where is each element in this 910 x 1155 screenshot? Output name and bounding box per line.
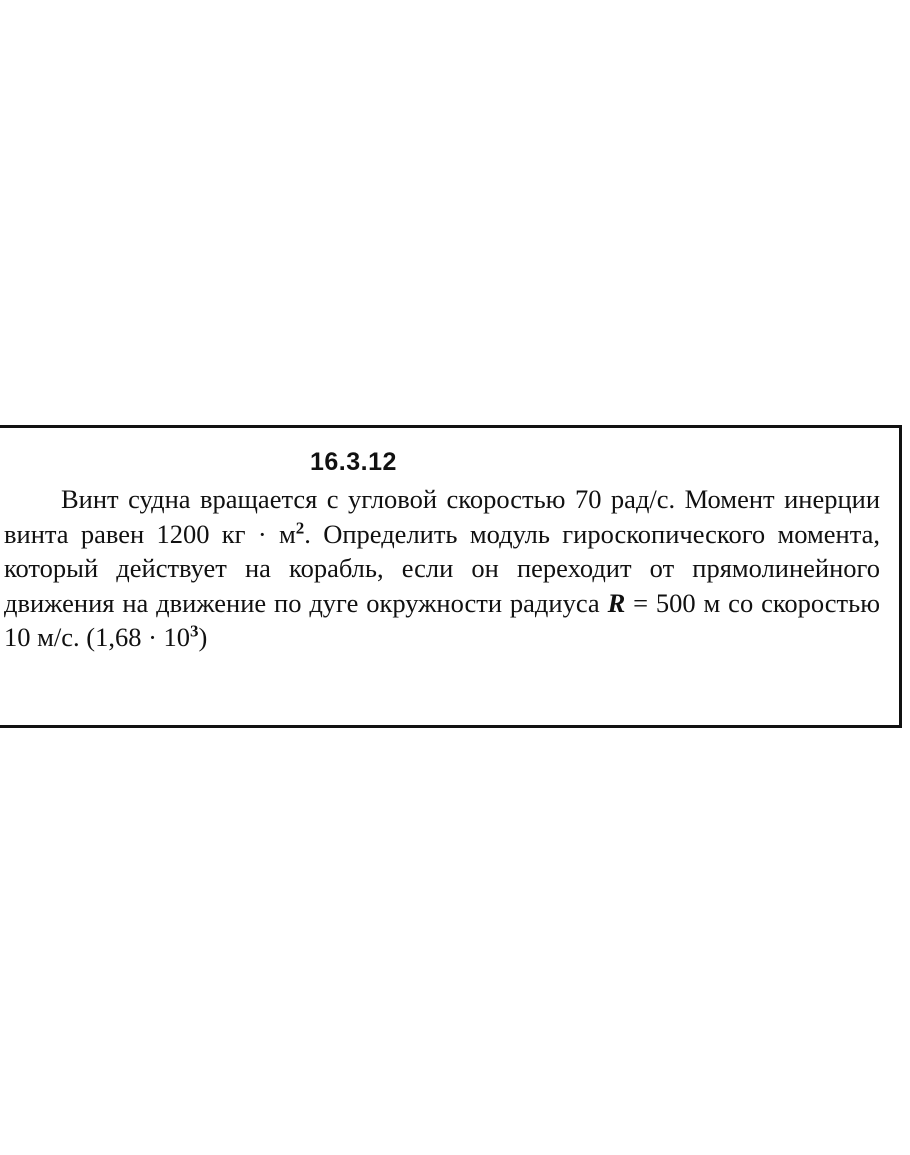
radius-variable: R	[607, 587, 626, 618]
problem-text-part2: . Определить модуль гироскопического момента, который действует на корабль, если он переходит от прямолинейного движения на движение по дуге окружности радиуса	[4, 518, 880, 618]
problem-number: 16.3.12	[310, 448, 397, 476]
problem-text-part1: Винт судна вращается с угловой скоростью 70 рад/с. Момент инерции винта равен 1200 кг · м	[4, 484, 880, 549]
inertia-unit-exponent: 2	[295, 518, 305, 538]
problem-text-part4: )	[198, 622, 208, 652]
problem-text-part3: = 500 м со скоростью 10 м/с. (1,68 · 10	[4, 587, 880, 652]
answer-exponent: 3	[190, 621, 199, 641]
problem-statement	[4, 482, 880, 655]
